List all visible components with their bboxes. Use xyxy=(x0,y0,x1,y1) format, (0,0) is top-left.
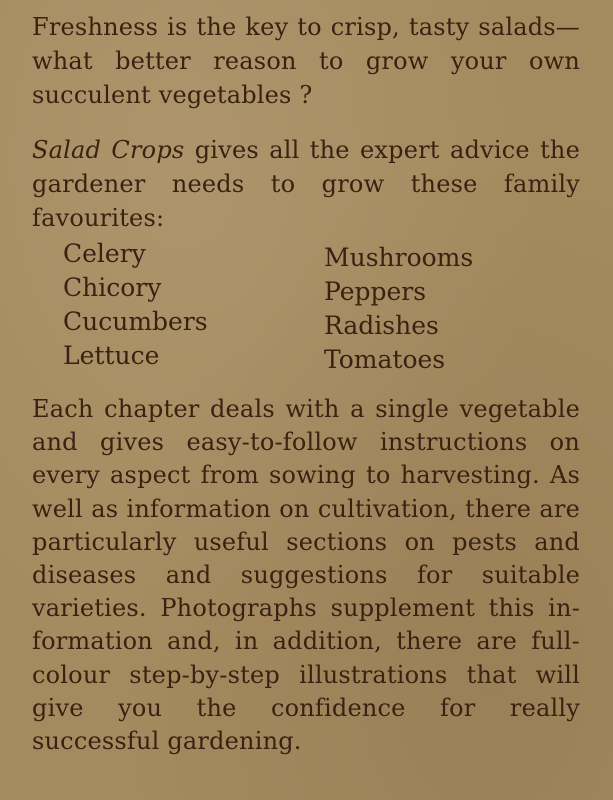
crop-item-celery: Celery xyxy=(63,239,146,268)
crop-item-lettuce: Lettuce xyxy=(63,341,160,370)
crop-item-mushrooms: Mushrooms xyxy=(324,243,474,272)
back-cover-text xyxy=(32,10,580,758)
crop-item-tomatoes: Tomatoes xyxy=(324,345,446,374)
crop-item-peppers: Peppers xyxy=(324,277,427,306)
crop-item-cucumbers: Cucumbers xyxy=(63,307,208,336)
crop-item-chicory: Chicory xyxy=(63,273,162,302)
book-title: Salad Crops xyxy=(32,136,185,164)
intro-paragraph: Freshness is the key to crisp, tasty salads—what better reason to grow your own succulent vegetables ? xyxy=(32,13,580,109)
crop-item-radishes: Radishes xyxy=(324,311,439,340)
crop-list-right-column xyxy=(324,241,473,377)
details-paragraph: Each chapter deals with a single vegetable and gives easy-to-follow instructions on every aspect from sowing to harvesting. As well as information on cultivation, there are particularly useful sections on pests and diseases and suggestions for suitable varieties. Photographs supplement this in-formation and, in addition, there are full-colour step-by-step illustrations that will give you the confidence for really successful gardening. xyxy=(32,395,580,756)
description-paragraph xyxy=(32,133,580,235)
crop-list xyxy=(32,237,580,373)
description-text: gives all the expert advice the gardener needs to grow these family favourites: xyxy=(32,136,580,232)
crop-list-left-column xyxy=(63,237,208,373)
